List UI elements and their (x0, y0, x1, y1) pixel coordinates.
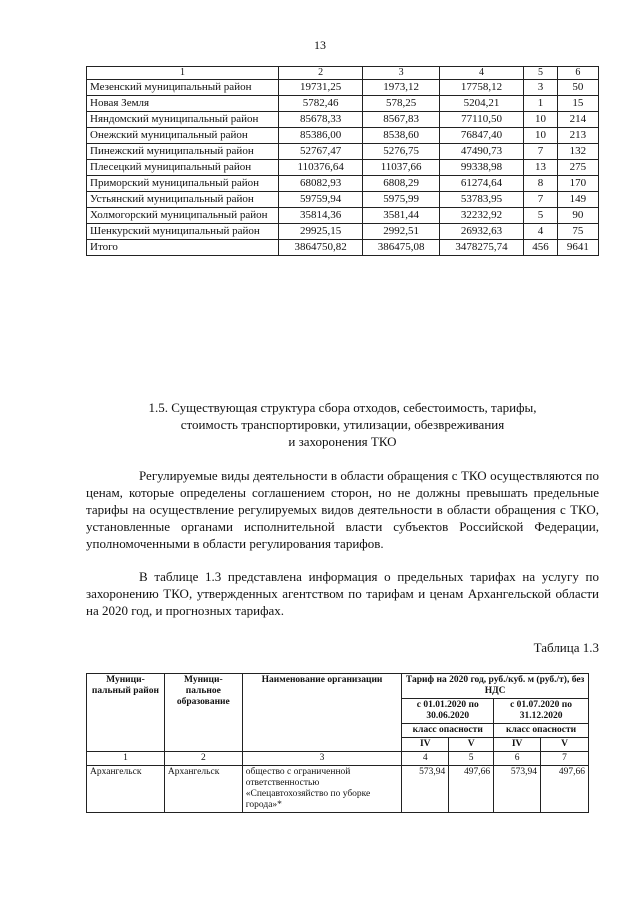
cell-value: 5 (524, 208, 557, 224)
cell-value: 132 (557, 144, 598, 160)
column-number: 6 (557, 67, 598, 80)
cell-value: 1 (524, 96, 557, 112)
table-caption: Таблица 1.3 (533, 640, 599, 655)
header-class-v: V (449, 738, 494, 752)
cell-value: 7 (524, 192, 557, 208)
cell-district-name: Холмогорский муниципальный район (87, 208, 279, 224)
cell-value: 456 (524, 240, 557, 256)
table-row (87, 96, 599, 112)
cell-district-name: Итого (87, 240, 279, 256)
page-number: 13 (314, 38, 326, 52)
cell-value: 386475,08 (363, 240, 440, 256)
cell-value: 52767,47 (279, 144, 363, 160)
column-number: 5 (524, 67, 557, 80)
cell-value: 32232,92 (439, 208, 523, 224)
header-period-1: с 01.01.2020 по 30.06.2020 (402, 699, 494, 724)
table-row (87, 112, 599, 128)
column-number: 4 (402, 752, 449, 766)
cell-value: 8538,60 (363, 128, 440, 144)
cell-tariff: 573,94 (494, 766, 541, 813)
cell-value: 59759,94 (279, 192, 363, 208)
cell-value: 149 (557, 192, 598, 208)
paragraph-table-intro: В таблице 1.3 представлена информация о предельных тарифах на услугу по захоронению ТКО, утвержденных агентством по тарифам и ценам Архангельской области на 2020 год, и прогнозных тарифах. (86, 569, 599, 618)
column-number: 2 (164, 752, 242, 766)
header-period-2: с 01.07.2020 по 31.12.2020 (494, 699, 589, 724)
cell-value: 26932,63 (439, 224, 523, 240)
cell-value: 5204,21 (439, 96, 523, 112)
table-row (87, 144, 599, 160)
header-municipality: Муници-пальное образование (164, 674, 242, 752)
cell-value: 90 (557, 208, 598, 224)
cell-tariff: 573,94 (402, 766, 449, 813)
cell-district-name: Устьянский муниципальный район (87, 192, 279, 208)
column-number: 7 (541, 752, 589, 766)
cell-value: 10 (524, 112, 557, 128)
column-number: 3 (363, 67, 440, 80)
cell-tariff: 497,66 (449, 766, 494, 813)
cell-value: 13 (524, 160, 557, 176)
cell-value: 53783,95 (439, 192, 523, 208)
table-row (87, 208, 599, 224)
cell-value: 15 (557, 96, 598, 112)
cell-value: 2992,51 (363, 224, 440, 240)
cell-value: 77110,50 (439, 112, 523, 128)
cell-value: 35814,36 (279, 208, 363, 224)
cell-value: 8 (524, 176, 557, 192)
cell-value: 3478275,74 (439, 240, 523, 256)
cell-value: 275 (557, 160, 598, 176)
cell-value: 99338,98 (439, 160, 523, 176)
column-number: 1 (87, 752, 165, 766)
section-heading (86, 399, 599, 450)
cell-value: 10 (524, 128, 557, 144)
districts-waste-table (86, 66, 599, 256)
cell-district-name: Плесецкий муниципальный район (87, 160, 279, 176)
cell-value: 170 (557, 176, 598, 192)
table-header-row (87, 67, 599, 80)
cell-value: 214 (557, 112, 598, 128)
table-row (87, 240, 599, 256)
table-row (87, 192, 599, 208)
paragraph-regulation: Регулируемые виды деятельности в области обращения с ТКО осуществляются по ценам, которые определены соглашением сторон, но не должны превышать предельные тарифы на осуществление регулируемых видов деятельности в области обращения с ТКО, установленные органами исполнительной власти субъектов Российской Федерации, уполномоченными в области регулирования тарифов. (86, 468, 599, 551)
header-district: Муници-пальный район (87, 674, 165, 752)
cell-value: 7 (524, 144, 557, 160)
cell-value: 8567,83 (363, 112, 440, 128)
section-heading-line: 1.5. Существующая структура сбора отходов, себестоимость, тарифы, (148, 400, 537, 415)
cell-value: 85386,00 (279, 128, 363, 144)
column-number: 5 (449, 752, 494, 766)
cell-value: 19731,25 (279, 80, 363, 96)
cell-value: 110376,64 (279, 160, 363, 176)
cell-district: Архангельск (87, 766, 165, 813)
table-row (87, 160, 599, 176)
cell-value: 3864750,82 (279, 240, 363, 256)
cell-organization: общество с ограниченной ответственностью «Спецавтохозяйство по уборке города»* (242, 766, 402, 813)
table-row (87, 766, 589, 813)
header-hazard-class: класс опасности (494, 724, 589, 738)
section-heading-line: и захоронения ТКО (288, 434, 397, 449)
cell-value: 85678,33 (279, 112, 363, 128)
cell-value: 5975,99 (363, 192, 440, 208)
column-number: 4 (439, 67, 523, 80)
cell-value: 578,25 (363, 96, 440, 112)
section-heading-line: стоимость транспортировки, утилизации, обезвреживания (180, 417, 505, 432)
cell-value: 50 (557, 80, 598, 96)
column-number: 3 (242, 752, 402, 766)
cell-value: 213 (557, 128, 598, 144)
cell-value: 17758,12 (439, 80, 523, 96)
cell-value: 1973,12 (363, 80, 440, 96)
cell-district-name: Онежский муниципальный район (87, 128, 279, 144)
cell-district-name: Мезенский муниципальный район (87, 80, 279, 96)
header-tariff: Тариф на 2020 год, руб./куб. м (руб./т), без НДС (402, 674, 589, 699)
cell-value: 5782,46 (279, 96, 363, 112)
cell-value: 11037,66 (363, 160, 440, 176)
header-organization: Наименование организации (242, 674, 402, 752)
cell-value: 5276,75 (363, 144, 440, 160)
cell-value: 4 (524, 224, 557, 240)
cell-value: 9641 (557, 240, 598, 256)
cell-district-name: Шенкурский муниципальный район (87, 224, 279, 240)
cell-value: 3581,44 (363, 208, 440, 224)
cell-municipality: Архангельск (164, 766, 242, 813)
header-class-iv: IV (402, 738, 449, 752)
table-row (87, 224, 599, 240)
cell-value: 68082,93 (279, 176, 363, 192)
tariff-table (86, 673, 589, 813)
header-class-iv: IV (494, 738, 541, 752)
cell-value: 75 (557, 224, 598, 240)
cell-value: 6808,29 (363, 176, 440, 192)
cell-value: 3 (524, 80, 557, 96)
cell-district-name: Новая Земля (87, 96, 279, 112)
table-row (87, 176, 599, 192)
cell-value: 47490,73 (439, 144, 523, 160)
cell-value: 29925,15 (279, 224, 363, 240)
cell-value: 76847,40 (439, 128, 523, 144)
cell-value: 61274,64 (439, 176, 523, 192)
table-row (87, 80, 599, 96)
header-class-v: V (541, 738, 589, 752)
column-number: 2 (279, 67, 363, 80)
table-row (87, 128, 599, 144)
cell-district-name: Пинежский муниципальный район (87, 144, 279, 160)
column-number: 1 (87, 67, 279, 80)
cell-district-name: Приморский муниципальный район (87, 176, 279, 192)
header-hazard-class: класс опасности (402, 724, 494, 738)
cell-tariff: 497,66 (541, 766, 589, 813)
cell-district-name: Няндомский муниципальный район (87, 112, 279, 128)
column-number: 6 (494, 752, 541, 766)
